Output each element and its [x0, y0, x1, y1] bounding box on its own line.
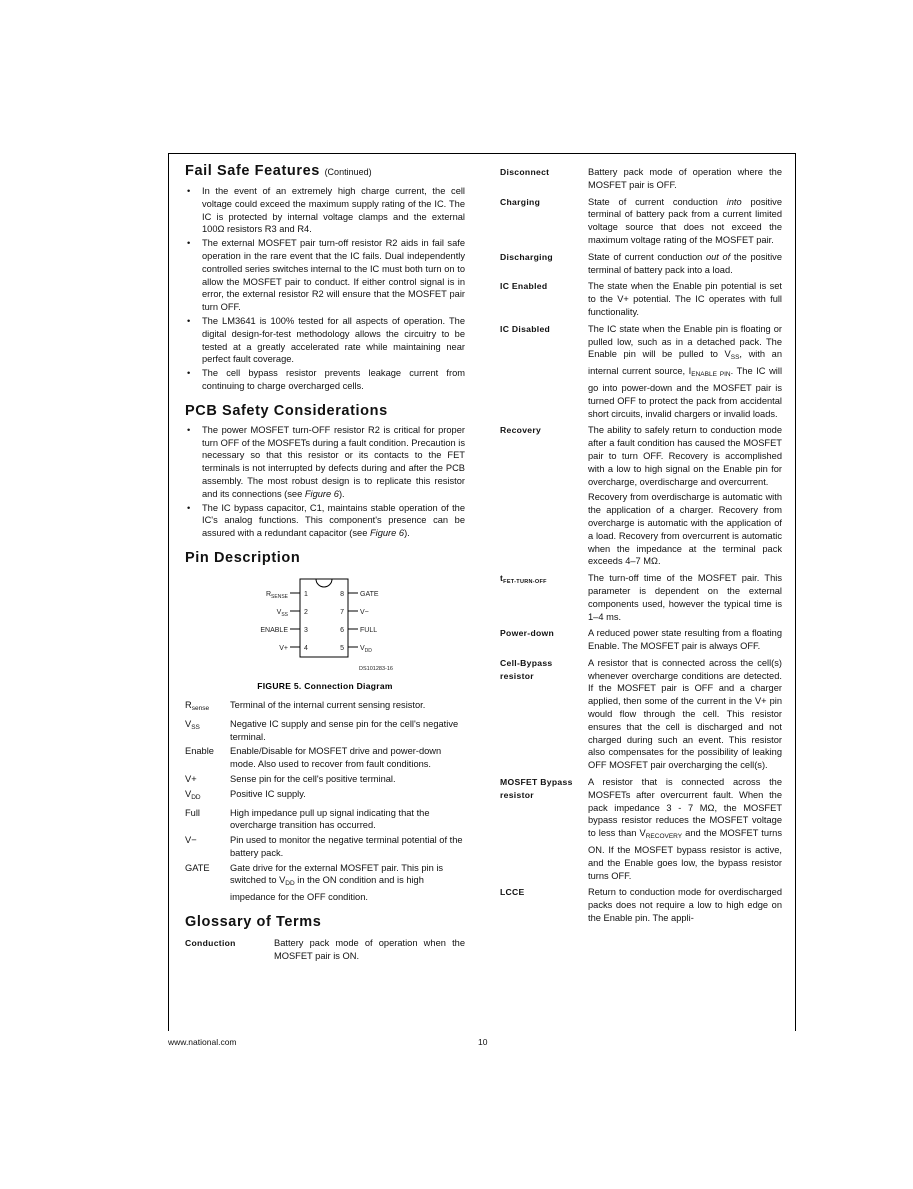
glossary-term: Disconnect	[500, 167, 550, 177]
glossary-desc: A resistor that is connected across the cell(s) whenever overcharge conditions are detected. If the MOSFET pair is OFF and a charger applied, then some of the current in the V+ pin would flow through the cell. This resistor ensures that the cell is discharged and not charged during such an event. This resistor also compensates for the possibility of leaking OFF MOSFET pair overcharging the cell(s).	[588, 657, 782, 771]
footer-url: www.national.com	[168, 1037, 237, 1047]
pcb-text-end: ).	[404, 528, 410, 539]
list-item	[185, 502, 465, 540]
pin-number: 8	[340, 590, 344, 598]
glossary-term: $t_{FET-TURN-OFF}$	[500, 573, 547, 586]
pin-row	[185, 788, 465, 805]
glossary-term: LCCE	[500, 887, 525, 898]
pin-label-right: FULL	[360, 626, 378, 634]
glossary-entry	[500, 572, 782, 623]
glossary-desc: The ability to safely return to conduction mode after a fault condition has caused the MOSFET pair to turn OFF. Recovery is accomplished with a low to high signal on the Enable pin for overcharge, overdischarge and overcurrent. Recovery from overdischarge is automatic with the application of a charger. Recovery from overcharge is automatic with the application of a load. Recovery from overcurrent is automatic when the impedance at the terminal pack exceeds 4–7 MΩ.	[588, 425, 782, 567]
glossary-desc: State of current conduction out of the positive terminal of battery pack into a load.	[588, 251, 782, 275]
failsafe-title: Fail Safe Features	[185, 163, 320, 179]
glossary-desc: A resistor that is connected across the MOSFETs after overcurrent fault. When the pack impedance 3 - 7 MΩ, the MOSFET bypass resistor reduces the MOSFET voltage to less than $V_{RECOVERY}$ and the MOSFET turns ON. If the MOSFET bypass resistor is active, and the Enable goes low, the bypass resistor turns OFF.	[588, 777, 782, 881]
pin-name: Enable	[185, 746, 214, 757]
pin-row	[185, 745, 465, 771]
glossary-term: MOSFET Bypass resistor	[500, 777, 573, 800]
pin-label-right: V−	[360, 608, 369, 616]
pin-row	[185, 807, 465, 833]
pin-label-right: $V_{DD}$	[360, 644, 372, 654]
pin-label-left: ENABLE	[260, 626, 288, 634]
pin-list	[185, 699, 465, 904]
pin-label-right: GATE	[360, 590, 379, 598]
pin-number: 2	[304, 608, 308, 616]
pin-name: V−	[185, 835, 197, 846]
figure-caption: FIGURE 5. Connection Diagram	[257, 680, 393, 691]
pin-row	[185, 699, 465, 716]
pin-number: 6	[340, 626, 344, 634]
glossary-entry	[185, 937, 465, 963]
glossary-entry	[500, 776, 782, 882]
pin-desc: Sense pin for the cell's positive terminal.	[230, 773, 396, 784]
pin-desc: Gate drive for the external MOSFET pair. This pin is switched to $V_{DD}$ in the ON condition and is high impedance for the OFF condition.	[230, 862, 444, 903]
page-frame	[168, 153, 796, 1031]
pin-name: $R_{sense}$	[185, 699, 210, 712]
list-item: • The LM3641 is 100% tested for all aspects of operation. The digital design-for-test methodology allows the circuitry to be tested at a greatly accelerated rate while maintaining near perfect fault coverage.	[185, 315, 465, 366]
failsafe-section	[185, 163, 465, 393]
left-column	[185, 154, 465, 967]
pcb-text: The power MOSFET turn-OFF resistor R2 is critical for proper turn OFF of the MOSFETs during a fault condition. Precaution is necessary so that this resistor or its contacts to the FET terminals is not interrupted by defects during and after the PCB assembly. The most robust design is to replicate this resistor and its connections (see	[202, 424, 466, 499]
glossary-term: Recovery	[500, 425, 542, 436]
continued-label: (Continued)	[324, 167, 372, 177]
pin-name: $V_{DD}$	[185, 788, 201, 801]
pin-desc: Enable/Disable for MOSFET drive and power-down mode. Also used to recover from fault conditions.	[230, 746, 442, 770]
pin-row	[185, 773, 465, 786]
glossary-desc: The state when the Enable pin potential is set to the V+ potential. The IC operates with full functionality.	[588, 281, 782, 317]
pcb-title: PCB Safety Considerations	[185, 402, 388, 419]
glossary-term: Discharging	[500, 251, 553, 262]
list-item: • The external MOSFET pair turn-off resistor R2 aids in fail safe operation in the rare event that the IC fails. Dual independently controlled series switches internal to the IC must both turn on to allow the MOSFET pair to conduct. If either control signal is in error, the external resistor R2 will ensure that the MOSFET pair turn OFF.	[185, 237, 465, 314]
glossary-term: IC Disabled	[500, 323, 551, 334]
pin-name: $V_{SS}$	[185, 718, 200, 731]
glossary-desc: The turn-off time of the MOSFET pair. This parameter is dependent on the external components used, however the typical time is 1–4 ms.	[588, 573, 782, 622]
list-item	[185, 424, 465, 501]
pin-label-left: V+	[279, 644, 288, 652]
glossary-entry	[500, 627, 782, 653]
glossary-desc: Return to conduction mode for overdischarged packs does not require a low to high edge on the Enable pin. The appli-	[588, 887, 782, 924]
diagram-code: DS101283-16	[359, 665, 393, 672]
pin-desc: Negative IC supply and sense pin for the cell's negative terminal.	[230, 718, 459, 742]
glossary-entry	[500, 251, 782, 277]
glossary-entry	[500, 196, 782, 247]
glossary-desc: State of current conduction into positive terminal of battery pack from a current limited voltage source that does not exceed the maximum voltage rating of the MOSFET pair.	[588, 196, 782, 245]
pin-label-left: $V_{SS}$	[276, 608, 288, 618]
glossary-section	[185, 914, 465, 963]
pcb-text-end: ).	[338, 488, 345, 499]
glossary-desc: Battery pack mode of operation when the MOSFET pair is ON.	[274, 938, 465, 961]
pin-number: 5	[340, 644, 344, 652]
glossary-entry	[500, 886, 782, 924]
glossary-term: Conduction	[185, 938, 236, 949]
glossary-desc: Battery pack mode of operation where the MOSFET pair is OFF.	[588, 167, 782, 190]
glossary-entry	[500, 424, 782, 568]
connection-diagram	[185, 571, 465, 695]
page-number: 10	[478, 1037, 488, 1047]
pcb-list	[185, 424, 465, 540]
pin-title: Pin Description	[185, 549, 301, 566]
glossary-desc: A reduced power state resulting from a floating Enable. The MOSFET pair is always OFF.	[588, 628, 782, 652]
glossary-entry	[500, 280, 782, 318]
glossary-title: Glossary of Terms	[185, 914, 322, 931]
glossary-entry	[500, 166, 782, 192]
glossary-desc: The IC state when the Enable pin is floating or pulled low, such as in a detached pack. The Enable pin will be pulled to $V_{SS}$, with an internal current source, $I_{ENABLE PIN}$. The IC will go into power-down and the MOSFET pair is turned OFF to protect the pack from accidental short circuits, invalid chargers or invalid loads.	[588, 323, 783, 419]
ic-notch	[316, 579, 332, 587]
pin-label-left: $R_{SENSE}$	[265, 590, 288, 600]
pin-number: 7	[340, 608, 344, 616]
pin-row	[185, 718, 465, 744]
right-column	[500, 166, 782, 929]
glossary-entry	[500, 323, 782, 421]
pin-desc: Terminal of the internal current sensing resistor.	[230, 699, 426, 710]
pin-name: Full	[185, 807, 200, 818]
pin-desc: Positive IC supply.	[230, 788, 306, 799]
pin-desc: High impedance pull up signal indicating that the overcharge transition has occurred.	[230, 807, 430, 831]
figure-ref: Figure 6	[369, 528, 405, 539]
figure-ref: Figure 6	[304, 488, 339, 499]
pin-number: 3	[304, 626, 308, 634]
glossary-entry	[500, 657, 782, 772]
pin-number: 1	[304, 590, 308, 598]
list-item: • The cell bypass resistor prevents leakage current from continuing to charge overcharged cells.	[185, 367, 465, 393]
pin-row	[185, 834, 465, 860]
section-title	[185, 163, 465, 181]
pcb-section	[185, 403, 465, 540]
pin-name: V+	[185, 773, 197, 784]
pin-desc: Pin used to monitor the negative terminal potential of the battery pack.	[230, 835, 463, 858]
list-item: • In the event of an extremely high charge current, the cell voltage could exceed the maximum supply rating of the IC. The IC is protected by internal voltage clamps and the external 100Ω resistors R3 and R4.	[185, 185, 465, 236]
pin-number: 4	[304, 644, 308, 652]
pin-name: GATE	[185, 862, 210, 873]
pin-row	[185, 862, 465, 904]
glossary-term: Cell-Bypass resistor	[500, 657, 553, 681]
glossary-term: Charging	[500, 196, 541, 207]
pcb-text: The IC bypass capacitor, C1, maintains stable operation of the IC's analog functions. This component's presence can be assured with a redundant capacitor (see	[202, 502, 465, 539]
failsafe-list	[185, 185, 465, 393]
pin-section	[185, 550, 465, 904]
glossary-term: IC Enabled	[500, 281, 548, 292]
glossary-term: Power-down	[500, 628, 555, 639]
